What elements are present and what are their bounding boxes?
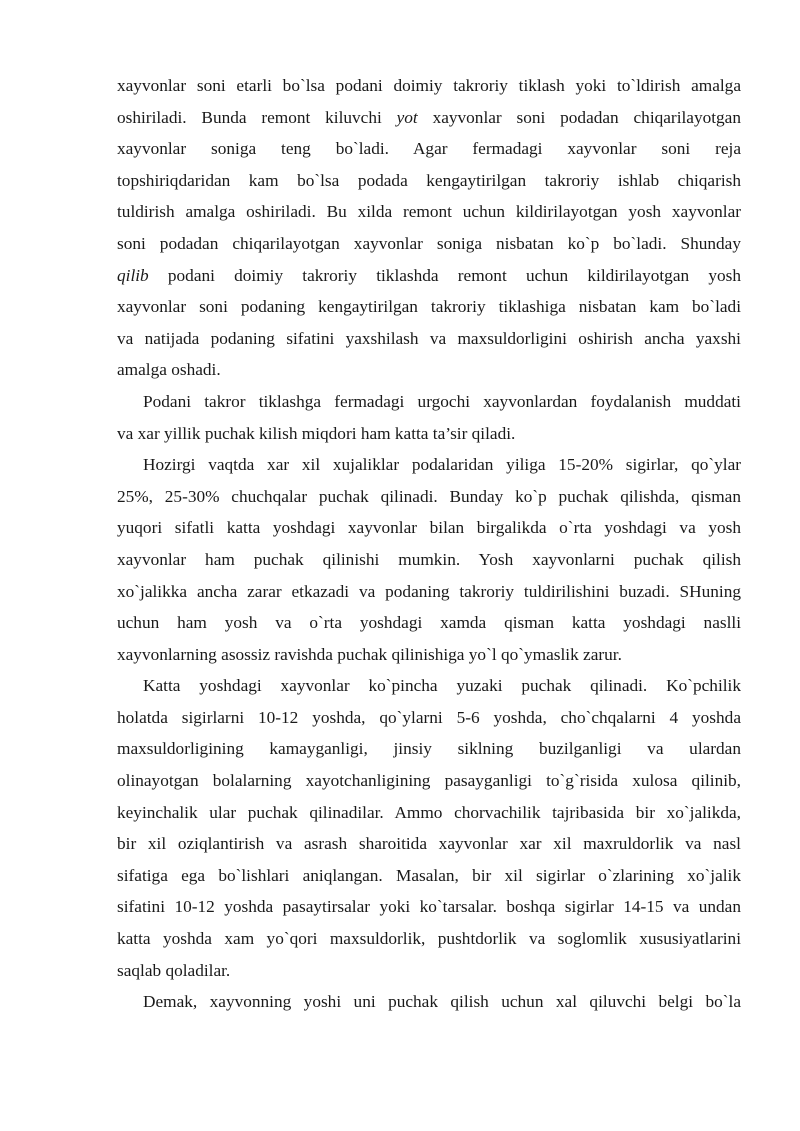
document-page	[117, 70, 741, 1018]
italic-word: yot	[396, 107, 418, 127]
text-line-10: amalga oshadi.	[117, 360, 221, 380]
text-line-26: sifatiga ega bo`lishlari aniqlangan. Masalan, bir xil sigirlar o`zlarining xo`jalik	[117, 865, 741, 885]
text-line-30: Demak, xayvonning yoshi uni puchak qilish uchun xal qiluvchi belgi bo`la	[143, 992, 741, 1012]
text-line-11: Podani takror tiklashga fermadagi urgochi xayvonlardan foydalanish muddati	[143, 391, 741, 411]
text-line-28: katta yoshda xam yo`qori maxsuldorlik, pushtdorlik va soglomlik xususiyatlarini	[117, 929, 741, 949]
text-line-20: Katta yoshdagi xayvonlar ko`pincha yuzaki puchak qilinadi. Ko`pchilik	[143, 676, 741, 696]
text-line-14: 25%, 25-30% chuchqalar puchak qilinadi. Bunday ko`p puchak qilishda, qisman	[117, 486, 741, 506]
text-line-5: tuldirish amalga oshiriladi. Bu xilda remont uchun kildirilayotgan yosh xayvonlar	[117, 202, 741, 222]
text-line-2: oshiriladi. Bunda remont kiluvchi yot xayvonlar soni podadan chiqarilayotgan	[117, 107, 741, 127]
text-line-6: soni podadan chiqarilayotgan xayvonlar soniga nisbatan ko`p bo`ladi. Shunday	[117, 233, 741, 253]
text-line-9: va natijada podaning sifatini yaxshilash va maxsuldorligini oshirish ancha yaxshi	[117, 328, 741, 348]
text-line-8: xayvonlar soni podaning kengaytirilgan takroriy tiklashiga nisbatan kam bo`ladi	[117, 297, 741, 317]
text-line-23: olinayotgan bolalarning xayotchanligining pasayganligi to`g`risida xulosa qilinib,	[117, 771, 741, 791]
text-line-15: yuqori sifatli katta yoshdagi xayvonlar bilan birgalikda o`rta yoshdagi va yosh	[117, 518, 741, 538]
text-line-22: maxsuldorligining kamayganligi, jinsiy siklning buzilganligi va ulardan	[117, 739, 741, 759]
text-line-19: xayvonlarning asossiz ravishda puchak qilinishiga yo`l qo`ymaslik zarur.	[117, 644, 622, 664]
text-line-18: uchun ham yosh va o`rta yoshdagi xamda qisman katta yoshdagi naslli	[117, 613, 741, 633]
text-line-13: Hozirgi vaqtda xar xil xujaliklar podalaridan yiliga 15-20% sigirlar, qo`ylar	[143, 455, 741, 475]
text-line-12: va xar yillik puchak kilish miqdori ham katta ta’sir qiladi.	[117, 423, 516, 443]
text-line-27: sifatini 10-12 yoshda pasaytirsalar yoki ko`tarsalar. boshqa sigirlar 14-15 va undan	[117, 897, 741, 917]
text-line-4: topshiriqdaridan kam bo`lsa podada kengaytirilgan takroriy ishlab chiqarish	[117, 170, 741, 190]
text-line-17: xo`jalikka ancha zarar etkazadi va podaning takroriy tuldirilishini buzadi. SHuning	[117, 581, 741, 601]
text-line-29: saqlab qoladilar.	[117, 960, 231, 980]
italic-word: qilib	[117, 265, 149, 285]
text-line-7: qilib podani doimiy takroriy tiklashda remont uchun kildirilayotgan yosh	[117, 265, 741, 285]
text-line-21: holatda sigirlarni 10-12 yoshda, qo`ylarni 5-6 yoshda, cho`chqalarni 4 yoshda	[117, 707, 741, 727]
text-line-3: xayvonlar soniga teng bo`ladi. Agar fermadagi xayvonlar soni reja	[117, 139, 741, 159]
text-line-25: bir xil oziqlantirish va asrash sharoitida xayvonlar xar xil maxruldorlik va nasl	[117, 834, 741, 854]
text-line-24: keyinchalik ular puchak qilinadilar. Ammo chorvachilik tajribasida bir xo`jalikda,	[117, 802, 741, 822]
text-line-16: xayvonlar ham puchak qilinishi mumkin. Yosh xayvonlarni puchak qilish	[117, 549, 741, 569]
text-line-1: xayvonlar soni etarli bo`lsa podani doimiy takroriy tiklash yoki to`ldirish amalga	[117, 76, 741, 95]
